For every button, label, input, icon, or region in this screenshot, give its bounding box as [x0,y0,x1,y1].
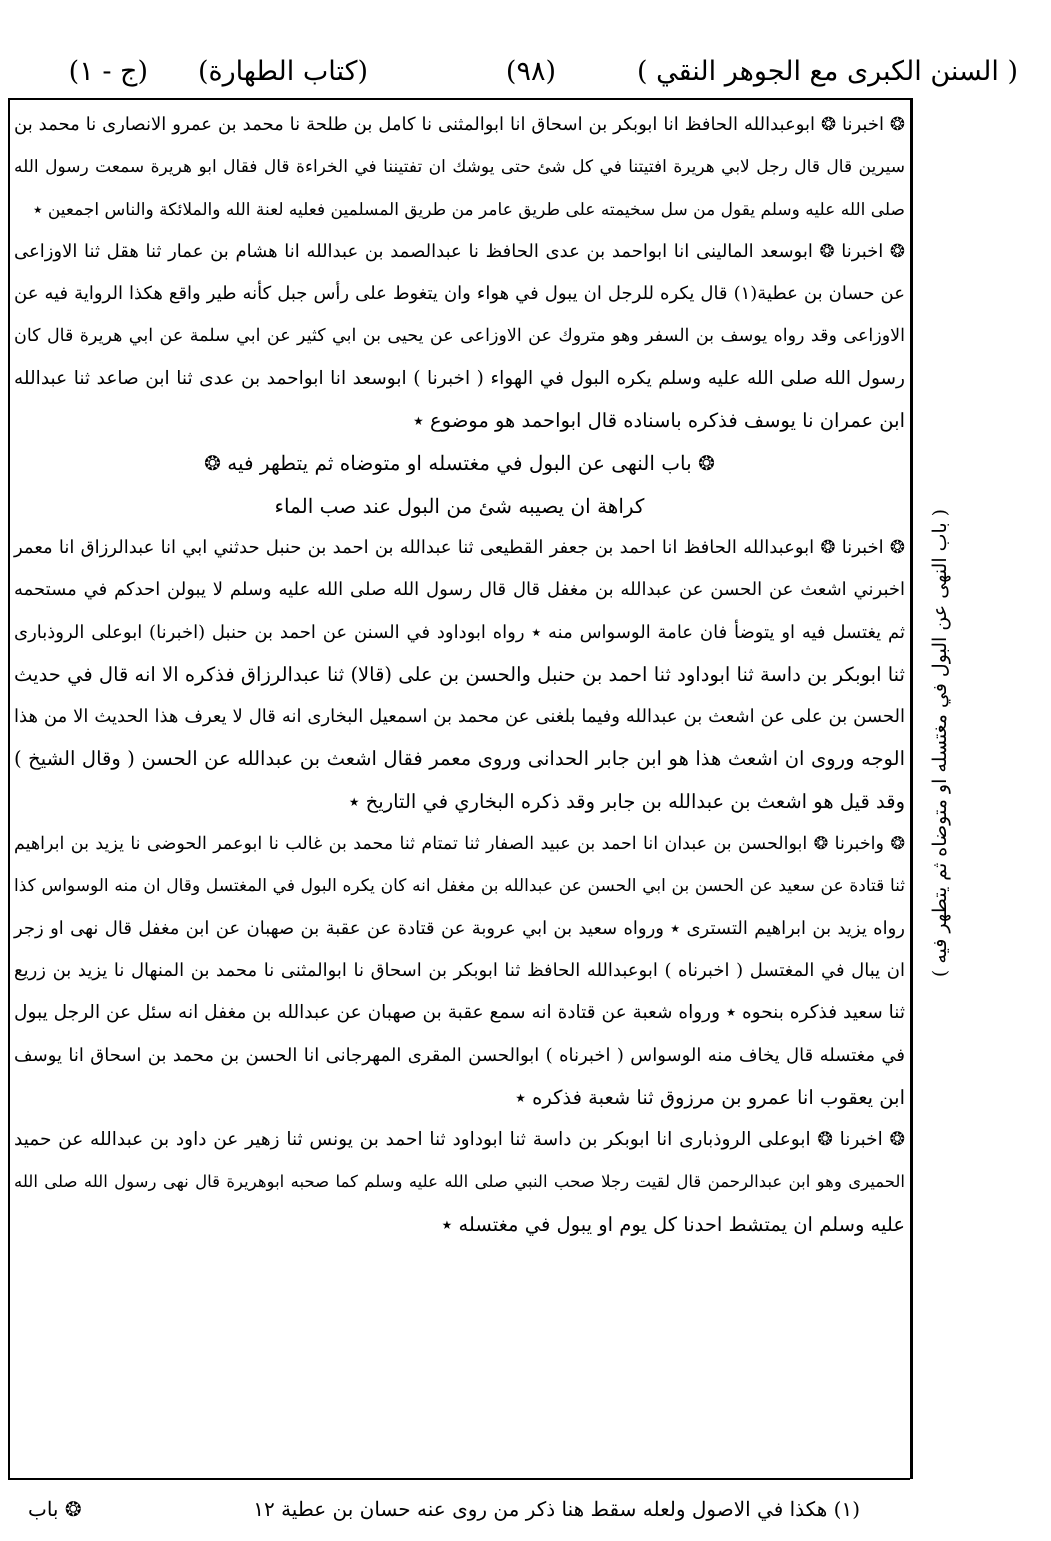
text-line: ثنا ابوبكر بن داسة ثنا ابوداود ثنا احمد بن حنبل والحسن بن على (قالا) ثنا عبدالرزاق فذكره الا انه قال في حديث [14,662,905,686]
chapter-heading: ❂ باب النهى عن البول في مغتسله او متوضاه ثم يتطهر فيه ❂ [204,451,715,476]
text-line: ❂ اخبرنا ❂ ابوعبدالله الحافظ انا احمد بن جعفر القطيعى ثنا عبدالله بن احمد بن حنبل حدثني ابي انا عبدالرزاق انا معمر [14,536,905,558]
text-line: اخبرني اشعث عن الحسن عن عبدالله بن مغفل قال قال رسول الله صلى الله عليه وسلم لا يبولن احدكم في مستحمه [14,579,905,601]
text-line: ❂ اخبرنا ❂ ابوعلى الروذبارى انا ابوبكر بن داسة ثنا ابوداود ثنا احمد بن يونس ثنا زهير عن داود بن عبدالله عن حميد [14,1129,905,1151]
text-line: ابن عمران نا يوسف فذكره باسناده قال ابواحمد هو موضوع ٭ [413,409,905,433]
chapter-subheading: كراهة ان يصيبه شئ من البول عند صب الماء [274,493,645,518]
text-line: رسول الله صلى الله عليه وسلم يكره البول في الهواء ( اخبرنا ) ابوسعد انا ابواحمد بن عدى ثنا ابن صاعد ثنا عبدالله [14,367,905,389]
main-text [12,104,907,1246]
text-line: الحسن بن على عن اشعث بن عبدالله وفيما بلغنى عن محمد بن اسمعيل البخارى انه قال لا يعرف هذا الحديث الا من هذا [14,706,905,728]
page-number: (٩٨) [505,56,556,87]
margin-rule [910,98,913,1479]
margin-heading [916,508,964,977]
text-line: سيرين قال قال رجل لابي هريرة افتيتنا في كل شئ حتى يوشك ان تفتيننا في الخراءة قال فقال ابو هريرة سمعت رسول الله [14,157,905,178]
footnote: (١) هكذا في الاصول ولعله سقط هنا ذكر من روى عنه حسان بن عطية ١٢ [253,1497,860,1521]
text-line: الحميرى وهو ابن عبدالرحمن قال لقيت رجلا صحب النبي صلى الله عليه وسلم كما صحبه ابوهريرة قال نهى رسول الله صلى الله [14,1172,905,1192]
text-line: الاوزاعى وقد رواه يوسف بن السفر وهو متروك عن الاوزاعى عن يحيى بن ابي كثير عن ابي سلمة عن ابي هريرة قال كان [14,326,905,347]
volume-label: (ج - ١) [68,56,148,87]
text-line: ثم يغتسل فيه او يتوضأ فان عامة الوسواس منه ٭ رواه ابوداود في السنن عن احمد بن حنبل (اخبرنا) ابوعلى الروذبارى [14,621,905,643]
page-header [28,52,1018,96]
text-line: ❂ اخبرنا ❂ ابوعبدالله الحافظ انا ابوبكر بن اسحاق انا ابوالمثنى نا كامل بن طلحة نا محمد بن عمرو الانصارى نا محمد بن [14,114,905,135]
text-line: ❂ واخبرنا ❂ ابوالحسن بن عبدان انا احمد بن عبيد الصفار ثنا تمتام ثنا محمد بن غالب نا ابوعمر الحوضى نا يزيد بن ابراهيم [14,834,905,855]
text-line: ثنا سعيد فذكره بنحوه ٭ ورواه شعبة عن قتادة انه سمع عقبة بن صهبان عن عبدالله بن مغفل انه سئل عن الرجل يبول [14,1002,905,1024]
text-line: ابن يعقوب انا عمرو بن مرزوق ثنا شعبة فذكره ٭ [515,1085,905,1109]
text-line: ان يبال في المغتسل ( اخبرناه ) ابوعبدالله الحافظ ثنا ابوبكر بن اسحاق نا ابوالمثنى نا محمد بن المنهال نا يزيد بن زريع [14,959,905,981]
book-title: ( السنن الكبرى مع الجوهر النقي ) [636,56,1018,87]
text-line: وقد قيل هو اشعث بن عبدالله بن جابر وقد ذكره البخاري في التاريخ ٭ [348,789,905,813]
text-line: الوجه وروى ان اشعث هذا هو ابن جابر الحدانى وروى معمر فقال اشعث بن عبدالله عن الحسن ( وقال الشيخ ) [14,747,905,771]
text-line: رواه يزيد بن ابراهيم التسترى ٭ ورواه سعيد بن ابي عروبة عن قتادة عن عقبة بن صهبان عن ابن مغفل قال نهى او زجر [14,917,905,939]
catchword: ❂ باب [28,1497,82,1521]
text-line: ❂ اخبرنا ❂ ابوسعد المالينى انا ابواحمد بن عدى الحافظ نا عبدالصمد بن عبدالله انا هشام بن عمار ثنا هقل ثنا الاوزاعى [14,240,905,262]
section-title: (كتاب الطهارة) [197,56,368,87]
text-line: ثنا قتادة عن سعيد عن الحسن بن ابي الحسن عن عبدالله بن مغفل انه كان يكره البول في المغتسل وقال ان منه الوسواس كذا [14,876,905,897]
text-line: عليه وسلم ان يمتشط احدنا كل يوم او يبول في مغتسله ٭ [441,1212,905,1236]
margin-heading-text: ( باب النهى عن البول في مغتسله او متوضاه ثم يتطهر فيه ) [929,508,951,977]
text-line: عن حسان بن عطية(١) قال يكره للرجل ان يبول في هواء وان يتغوط على رأس جبل كأنه طير واقع هكذا الرواية فيه عن [14,283,905,305]
text-line: صلى الله عليه وسلم يقول من سل سخيمته على طريق عامر من طريق المسلمين فعليه لعنة الله والملائكة والناس اجمعين ٭ [33,199,905,220]
text-line: في مغتسله قال يخاف منه الوسواس ( اخبرناه ) ابوالحسن المقرى المهرجانى انا الحسن بن محمد بن اسحاق انا يوسف [14,1044,905,1066]
